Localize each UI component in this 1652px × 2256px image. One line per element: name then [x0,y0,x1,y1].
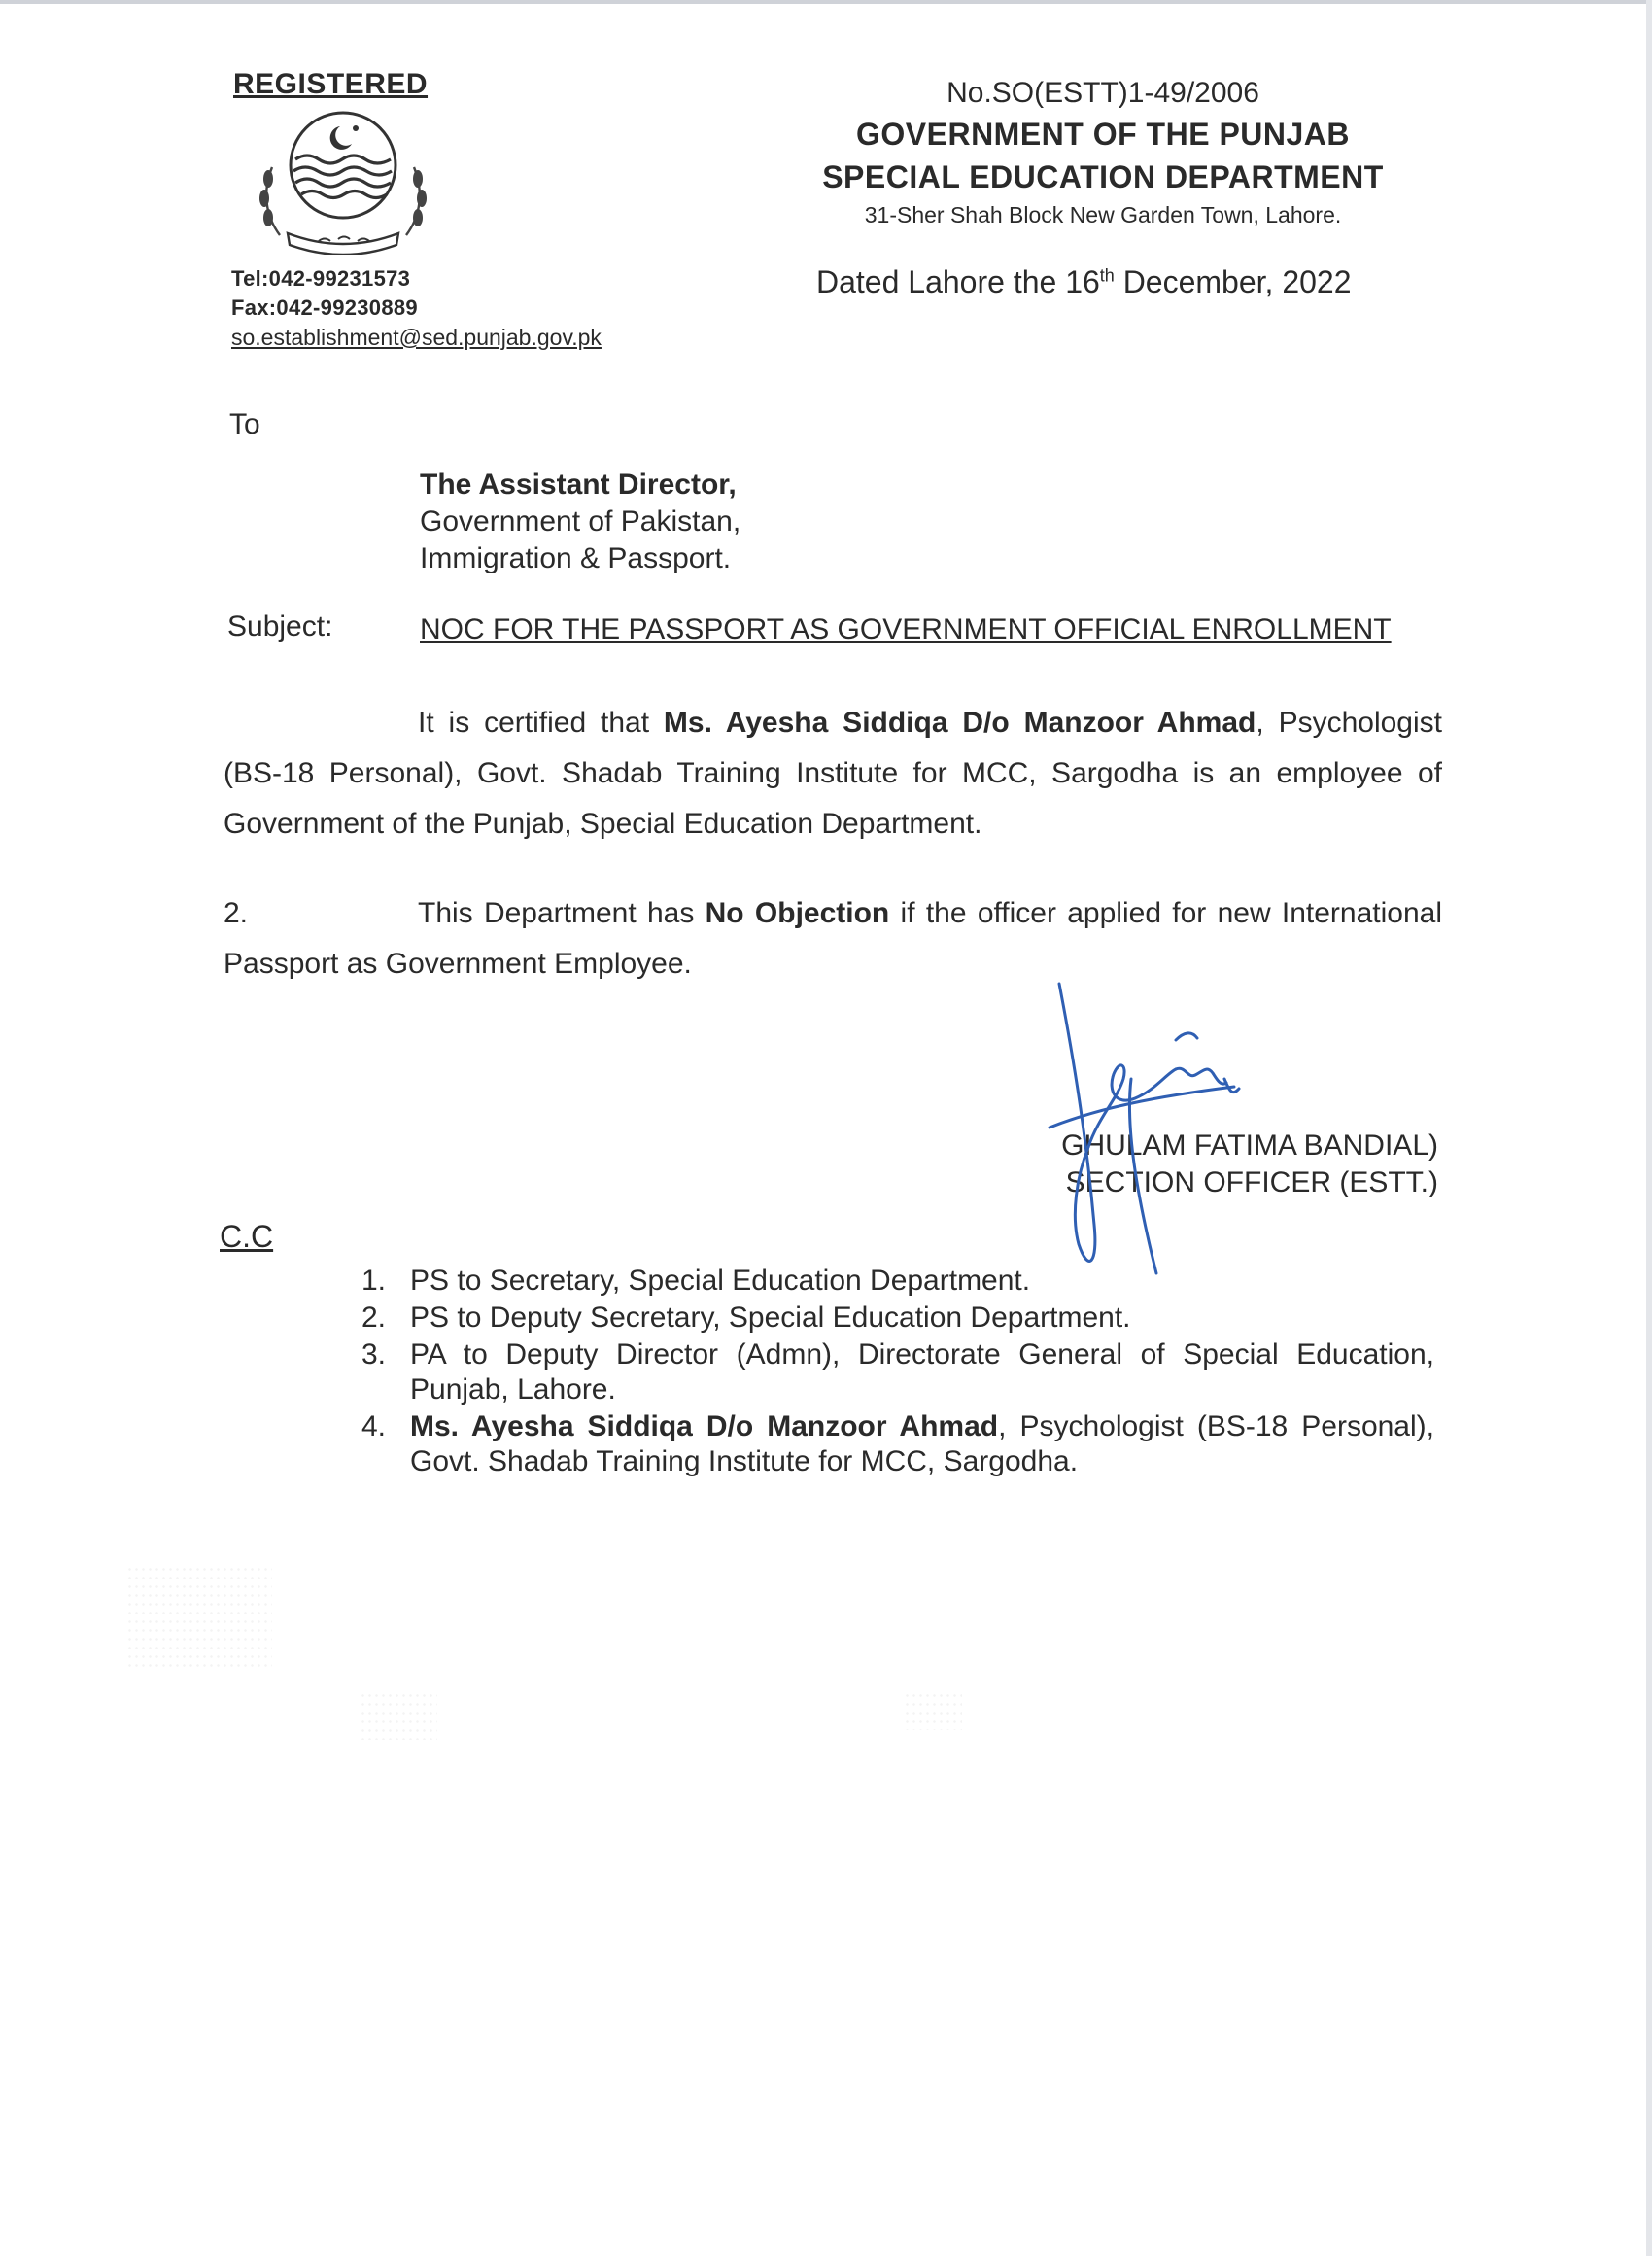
email-link[interactable]: so.establishment@sed.punjab.gov.pk [231,325,602,350]
letterhead [739,74,1467,231]
paragraph-2-lead: This Department has [418,897,706,929]
cc-item-number: 3. [361,1338,387,1371]
cc-item-text: PS to Deputy Secretary, Special Education Department. [410,1302,1131,1334]
recipient-title: The Assistant Director, [420,469,737,501]
cc-item-rest: , Psychologist (BS-18 Personal), Govt. Shadab Training Institute for MCC, Sargodha. [410,1410,1434,1477]
cc-list [361,1264,1434,1481]
department-address: 31-Sher Shah Block New Garden Town, Lahore. [864,202,1342,227]
subject-label: Subject: [227,610,333,642]
scan-noise [126,1565,272,1672]
handwritten-signature [1030,982,1283,1293]
paragraph-2 [224,888,1442,989]
signatory-designation: SECTION OFFICER (ESTT.) [1065,1166,1438,1198]
paragraph-1 [224,698,1442,850]
date-prefix: Dated Lahore the 16 [816,264,1100,299]
cc-item-number: 1. [361,1265,387,1297]
scan-edge-right [1646,0,1652,2256]
employee-name: Ms. Ayesha Siddiqa D/o Manzoor Ahmad [663,707,1256,739]
recipient-address [420,467,740,577]
paragraph-2-rest: if the officer applied for new International Passport as Government Employee. [224,897,1443,980]
scan-edge-top [0,0,1652,4]
paragraph-1-rest: , Psychologist (BS-18 Personal), Govt. Shadab Training Institute for MCC, Sargodha is an employee of Government of the Punjab, Special Education Department. [224,707,1442,840]
department-title: SPECIAL EDUCATION DEPARTMENT [822,159,1384,194]
cc-item [361,1264,1434,1299]
cc-item-text [410,1409,1434,1479]
reference-number: No.SO(ESTT)1-49/2006 [946,77,1259,109]
cc-item [361,1301,1434,1336]
scan-noise [360,1691,437,1740]
signatory-name: GHULAM FATIMA BANDIAL) [1061,1129,1438,1162]
punjab-government-emblem-icon [251,109,435,255]
paragraph-1-lead: It is certified that [418,707,664,739]
cc-item-text: PS to Secretary, Special Education Department. [410,1265,1031,1297]
recipient-line-2: Government of Pakistan, [420,505,741,538]
paragraph-2-number: 2. [224,897,249,929]
cc-item-number: 4. [361,1410,387,1442]
government-title: GOVERNMENT OF THE PUNJAB [855,117,1351,152]
date-suffix: December, 2022 [1114,264,1352,299]
cc-label: C.C [220,1219,274,1254]
to-label: To [229,408,260,440]
registered-stamp-text: REGISTERED [233,68,429,100]
scan-noise [904,1691,962,1730]
cc-item [361,1409,1434,1479]
telephone-number: Tel:042-99231573 [231,266,411,291]
subject-text: NOC FOR THE PASSPORT AS GOVERNMENT OFFICIAL ENROLLMENT [420,613,1392,645]
contact-block [231,264,602,352]
fax-number: Fax:042-99230889 [231,295,418,320]
recipient-line-3: Immigration & Passport. [420,542,732,574]
no-objection-text: No Objection [705,897,890,929]
letter-date [816,264,1352,300]
cc-item-text: PA to Deputy Director (Admn), Directorate General of Special Education, Punjab, Lahore. [410,1338,1434,1406]
cc-item [361,1337,1434,1407]
cc-item-bold-name: Ms. Ayesha Siddiqa D/o Manzoor Ahmad [410,1410,999,1442]
cc-item-number: 2. [361,1302,387,1334]
date-superscript: th [1099,265,1115,286]
